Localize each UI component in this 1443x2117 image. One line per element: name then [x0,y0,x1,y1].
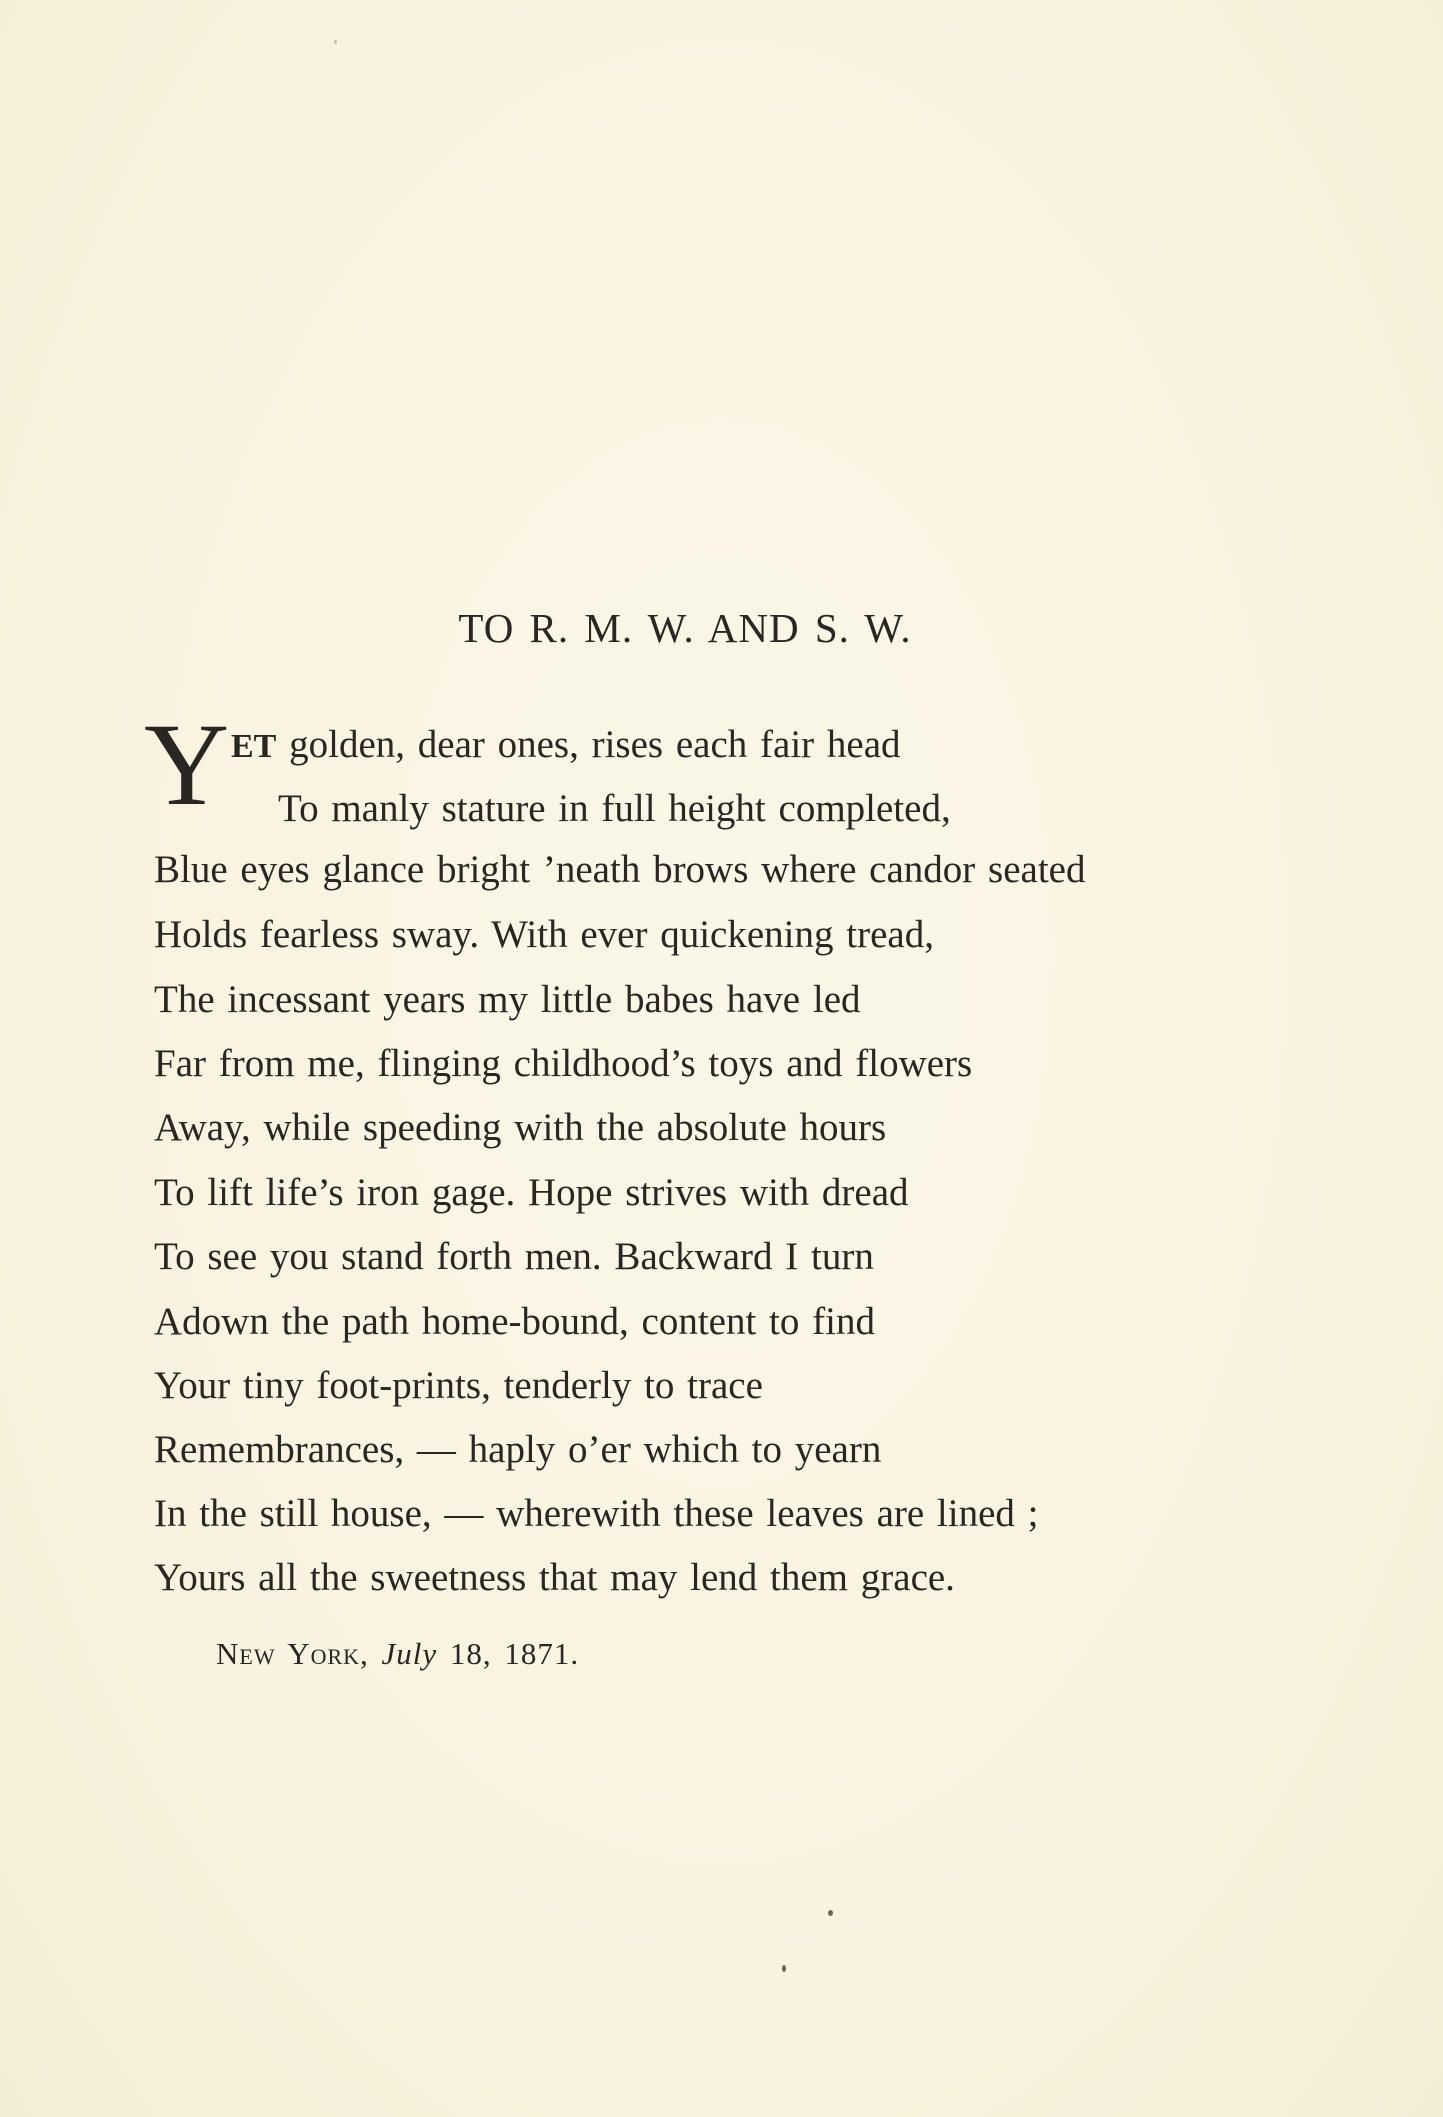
dateline [216,1636,579,1672]
paper-speck [334,40,337,44]
poem-line: Blue eyes glance bright ’neath brows where candor seated [154,848,1086,891]
poem-line-1 [231,722,901,767]
dedication-title: TO R. M. W. AND S. W. [458,605,912,651]
poem-line: The incessant years my little babes have led [154,978,861,1021]
poem-line: In the still house, — wherewith these leaves are lined ; [154,1492,1039,1535]
poem-line: To lift life’s iron gage. Hope strives with dread [154,1171,909,1214]
dateline-date: 18, 1871. [449,1636,580,1671]
poem-line: Far from me, flinging childhood’s toys and flowers [154,1042,973,1085]
poem-line: Remembrances, — haply o’er which to yearn [154,1428,882,1471]
dateline-place: New York, [216,1636,369,1671]
poem-line: To see you stand forth men. Backward I turn [154,1235,874,1278]
poem-line: Adown the path home-bound, content to find [154,1300,875,1343]
poem-line-1-text: golden, dear ones, rises each fair head [276,723,901,766]
poem-line: Yours all the sweetness that may lend them grace. [154,1556,955,1599]
paper-speck [782,1965,786,1972]
poem-line: Your tiny foot-prints, tenderly to trace [154,1364,763,1407]
poem-line: Away, while speeding with the absolute hours [154,1106,887,1149]
dateline-month: July [381,1636,438,1671]
poem-line-1-caps: ET [231,728,277,765]
drop-cap: Y [144,699,230,830]
paper-speck [828,1910,833,1916]
poem-line-2: To manly stature in full height completed, [278,787,951,830]
poem-line: Holds fearless sway. With ever quickening tread, [154,913,934,956]
